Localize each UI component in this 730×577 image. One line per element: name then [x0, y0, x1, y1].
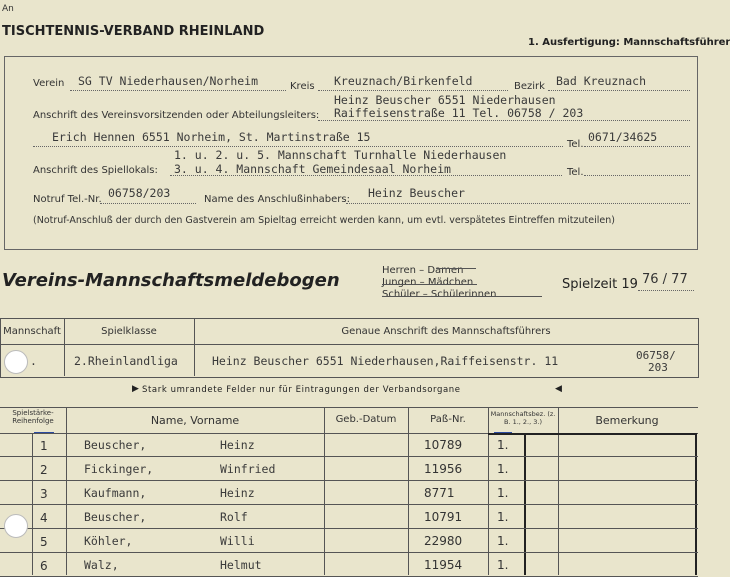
copy-note: 1. Ausfertigung: Mannschaftsführer: [528, 37, 730, 48]
row-first-name[interactable]: Rolf: [220, 510, 248, 524]
verein-label: Verein: [33, 78, 65, 89]
table-row: [0, 481, 698, 505]
col-dob: Geb.-Datum: [335, 414, 397, 425]
verein-value[interactable]: SG TV Niederhausen/Norheim: [78, 74, 259, 88]
row-team[interactable]: 1.: [497, 510, 509, 524]
col-anschrift: Genaue Anschrift des Mannschaftsführers: [341, 326, 551, 337]
table-row: [0, 529, 698, 553]
category-schueler: Schüler – Schülerinnen: [382, 289, 497, 300]
notice-text: Stark umrandete Felder nur für Eintragungen der Verbandsorgane: [142, 385, 461, 395]
season-value[interactable]: 76 / 77: [642, 272, 688, 287]
row-pass-number[interactable]: 8771: [424, 486, 455, 500]
row-team[interactable]: 1.: [497, 486, 509, 500]
form-title: Vereins-Mannschaftsmeldebogen: [2, 270, 340, 291]
team-tel-value-2[interactable]: 203: [648, 361, 668, 374]
table-row: [0, 433, 698, 457]
venue-tel-label: Tel.: [567, 167, 584, 178]
strike-jungen: [382, 284, 477, 285]
chair-tel-label: Tel.: [567, 139, 584, 150]
anschrift-value[interactable]: Heinz Beuscher 6551 Niederhausen,Raiffeisenstr. 11: [212, 354, 559, 368]
notruf-label: Notruf Tel.-Nr.: [33, 194, 102, 205]
row-last-name[interactable]: Köhler,: [84, 534, 133, 548]
bezirk-label: Bezirk: [514, 81, 545, 92]
row-pass-number[interactable]: 10789: [424, 438, 463, 452]
venue-label: Anschrift des Spiellokals:: [33, 165, 158, 176]
row-pass-number[interactable]: 10791: [424, 510, 463, 524]
holder-value[interactable]: Heinz Beuscher: [368, 186, 465, 200]
notruf-value[interactable]: 06758/203: [108, 186, 171, 200]
row-rank[interactable]: 4: [40, 511, 48, 525]
row-first-name[interactable]: Helmut: [220, 558, 262, 572]
row-first-name[interactable]: Winfried: [220, 462, 276, 476]
category-jungen-maedchen: Jungen – Mädchen: [382, 277, 474, 288]
leader-line1[interactable]: Heinz Beuscher 6551 Niederhausen: [334, 93, 556, 107]
punch-hole: [4, 350, 28, 374]
col-mannschaft: Mannschaft: [3, 326, 61, 337]
row-rank[interactable]: 5: [40, 535, 48, 549]
row-pass-number[interactable]: 11954: [424, 558, 463, 572]
leader-label: Anschrift des Vereinsvorsitzenden oder Abteilungsleiters:: [33, 110, 320, 121]
bezirk-value[interactable]: Bad Kreuznach: [556, 74, 647, 88]
row-last-name[interactable]: Beuscher,: [84, 510, 147, 524]
row-last-name[interactable]: Beuscher,: [84, 438, 147, 452]
mannschaft-value[interactable]: .: [30, 354, 37, 368]
row-team[interactable]: 1.: [497, 534, 509, 548]
table-row: [0, 553, 698, 577]
row-team[interactable]: 1.: [497, 462, 509, 476]
row-team[interactable]: 1.: [497, 438, 509, 452]
kreis-value[interactable]: Kreuznach/Birkenfeld: [334, 74, 473, 88]
strike-damen: [436, 268, 476, 269]
row-first-name[interactable]: Heinz: [220, 438, 255, 452]
kreis-label: Kreis: [290, 81, 315, 92]
row-pass-number[interactable]: 22980: [424, 534, 463, 548]
leader-line2[interactable]: Raiffeisenstraße 11 Tel. 06758 / 203: [334, 106, 584, 120]
col-team: Mannschaftsbez. (z. B. 1., 2., 3.): [490, 410, 556, 426]
an-label: An: [2, 4, 14, 14]
row-team[interactable]: 1.: [497, 558, 509, 572]
chair-value[interactable]: Erich Hennen 6551 Norheim, St. Martinstraße 15: [52, 130, 371, 144]
col-remark: Bemerkung: [595, 414, 659, 427]
table-row: [0, 457, 698, 481]
arrow-right-icon: ▶: [132, 384, 139, 394]
row-pass-number[interactable]: 11956: [424, 462, 463, 476]
row-last-name[interactable]: Walz,: [84, 558, 119, 572]
punch-hole-2: [4, 514, 28, 538]
org-name: TISCHTENNIS-VERBAND RHEINLAND: [2, 24, 265, 39]
row-rank[interactable]: 3: [40, 487, 48, 501]
row-first-name[interactable]: Heinz: [220, 486, 255, 500]
row-rank[interactable]: 2: [40, 463, 48, 477]
row-last-name[interactable]: Fickinger,: [84, 462, 154, 476]
strike-schueler: [382, 296, 542, 297]
row-last-name[interactable]: Kaufmann,: [84, 486, 147, 500]
col-name: Name, Vorname: [150, 414, 240, 427]
table-row: [0, 505, 698, 529]
team-tel-value-1[interactable]: 06758/: [636, 349, 676, 362]
col-spielklasse: Spielklasse: [101, 326, 157, 337]
col-rank: Spielstärke-Reihenfolge: [12, 409, 54, 425]
row-rank[interactable]: 1: [40, 439, 48, 453]
season-label: Spielzeit 19: [562, 277, 638, 292]
col-pass: Paß-Nr.: [430, 414, 466, 425]
arrow-left-icon: ◀: [555, 384, 562, 394]
spielklasse-value[interactable]: 2.Rheinlandliga: [74, 354, 178, 368]
row-first-name[interactable]: Willi: [220, 534, 255, 548]
row-rank[interactable]: 6: [40, 559, 48, 573]
notruf-note: (Notruf-Anschluß der durch den Gastverein am Spieltag erreicht werden kann, um evtl. verspätetes Eintreffen mitzuteilen): [33, 215, 615, 226]
chair-tel-value[interactable]: 0671/34625: [588, 130, 658, 144]
holder-label: Name des Anschlußinhabers:: [204, 194, 350, 205]
category-herren-damen: Herren – Damen: [382, 265, 464, 276]
venue-line2[interactable]: 3. u. 4. Mannschaft Gemeindesaal Norheim: [174, 162, 451, 176]
venue-line1[interactable]: 1. u. 2. u. 5. Mannschaft Turnhalle Niederhausen: [174, 148, 507, 162]
